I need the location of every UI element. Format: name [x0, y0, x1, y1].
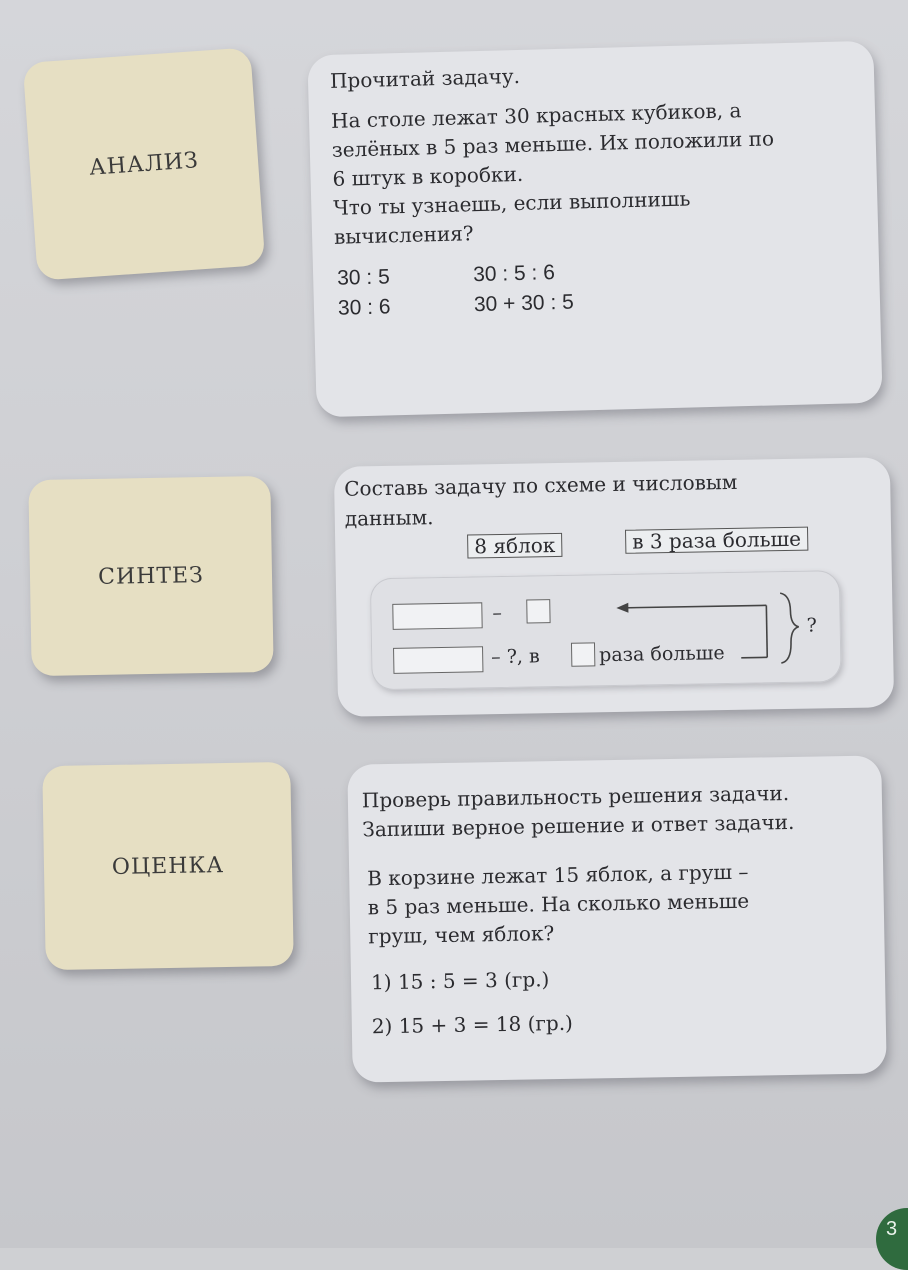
problem-line-3: груш, чем яблок?	[368, 919, 554, 951]
synthesis-label: СИНТЕЗ	[98, 563, 204, 590]
analysis-label: АНАЛИЗ	[88, 148, 199, 181]
synthesis-line-2: данным.	[345, 503, 434, 534]
scheme-panel	[370, 570, 842, 690]
calc-expression-2: 30 : 5 : 6	[473, 261, 555, 287]
page-number: 3	[886, 1218, 897, 1241]
evaluation-task-card	[347, 755, 886, 1082]
solution-step-1: 1) 15 : 5 = 3 (гр.)	[371, 965, 550, 997]
evaluation-label-card	[42, 762, 294, 970]
scheme-row2-suffix: раза больше	[599, 642, 725, 666]
problem-line-2: в 5 раз меньше. На сколько меньше	[368, 887, 750, 923]
data-box-apples: 8 яблок	[467, 533, 562, 559]
analysis-line-1: На столе лежат 30 красных кубиков, а	[331, 96, 742, 136]
scheme-arrow	[370, 570, 842, 690]
scheme-dash-1: –	[492, 602, 502, 624]
data-box-times-more: в 3 раза больше	[625, 527, 808, 554]
synthesis-label-card	[28, 476, 273, 676]
page-number-badge	[876, 1208, 908, 1270]
analysis-task-card	[307, 41, 882, 418]
analysis-label-card	[23, 47, 266, 280]
calc-expression-4: 30 + 30 : 5	[474, 291, 574, 318]
synthesis-task-card	[334, 457, 894, 717]
analysis-line-3: 6 штук в коробки.	[332, 160, 523, 194]
evaluation-label: ОЦЕНКА	[112, 853, 225, 880]
calc-expression-1: 30 : 5	[337, 265, 390, 290]
evaluation-line-1: Проверь правильность решения задачи.	[362, 779, 790, 815]
problem-line-1: В корзине лежат 15 яблок, а груш –	[367, 858, 749, 894]
analysis-heading: Прочитай задачу.	[330, 62, 521, 96]
analysis-line-4: Что ты узнаешь, если выполнишь	[333, 184, 691, 222]
analysis-line-5: вычисления?	[334, 219, 474, 252]
scheme-question: ?	[807, 614, 818, 636]
evaluation-line-2: Запиши верное решение и ответ задачи.	[362, 808, 794, 845]
synthesis-line-1: Составь задачу по схеме и числовым	[344, 468, 738, 504]
solution-step-2: 2) 15 + 3 = 18 (гр.)	[372, 1009, 574, 1042]
scheme-row2-text: – ?, в	[491, 645, 540, 668]
analysis-line-2: зелёных в 5 раз меньше. Их положили по	[331, 124, 774, 165]
calc-expression-3: 30 : 6	[338, 295, 391, 320]
